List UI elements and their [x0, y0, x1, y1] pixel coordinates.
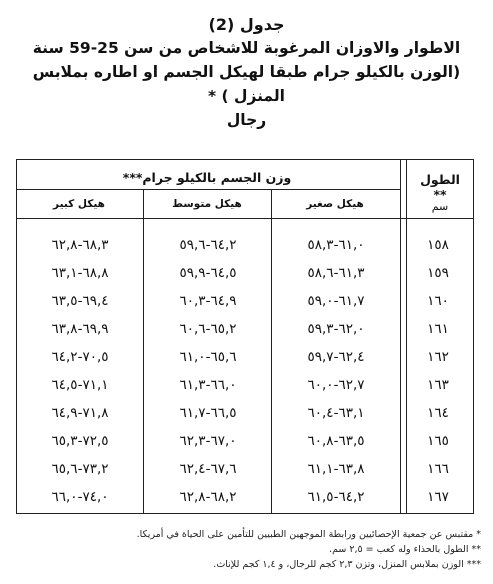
footnote: * مقتبس عن جمعية الإحصائيين ورابطة الموجهين الطبيين للتأمين على الحياة في أمريكا.: [136, 529, 481, 540]
table-number: جدول (2): [208, 15, 285, 34]
table-subtitle: رجال: [226, 111, 267, 129]
large-frame-cell: ٧١,١-٦٤,٥: [51, 377, 109, 393]
medium-frame-cell: ٦٧,٠-٦٢,٣: [179, 433, 237, 449]
small-frame-cell: ٦٤,٢-٦١,٥: [307, 489, 365, 505]
table-row: [15, 371, 473, 399]
table-row: [15, 343, 473, 371]
height-cell: ١٦١: [427, 321, 449, 337]
title-block: [0, 14, 493, 132]
weight-header: وزن الجسم بالكيلو جرام***: [122, 170, 292, 185]
medium-frame-cell: ٦٨,٢-٦٢,٨: [179, 489, 237, 505]
medium-frame-cell: ٦٦,٠-٦١,٣: [179, 377, 237, 393]
height-cell: ١٦٣: [427, 377, 449, 393]
large-frame-cell: ٦٩,٤-٦٣,٥: [51, 293, 109, 309]
height-cell: ١٥٨: [427, 237, 449, 253]
height-cell: ١٥٩: [427, 265, 449, 281]
table-row: [15, 287, 473, 315]
large-frame-cell: ٦٨,٨-٦٣,١: [51, 265, 109, 281]
footnote: *** الوزن بملابس المنزل، وتزن ٢,٣ كجم للرجال، و ١,٤ كجم للإناث.: [213, 559, 481, 570]
small-frame-cell: ٦٣,٨-٦١,١: [307, 461, 365, 477]
large-frame-cell: ٦٨,٣-٦٢,٨: [51, 237, 109, 253]
large-frame-header: هيكل كبير: [53, 198, 105, 210]
small-frame-cell: ٦٣,١-٦٠,٤: [307, 405, 365, 421]
table-row: [15, 399, 473, 427]
medium-frame-cell: ٦٤,٩-٦٠,٣: [179, 293, 237, 309]
medium-frame-cell: ٦٦,٥-٦١,٧: [179, 405, 237, 421]
table-row: [15, 455, 473, 483]
table-row: [15, 231, 473, 259]
header-bottom-rule: [17, 218, 473, 219]
medium-frame-cell: ٦٤,٥-٥٩,٩: [179, 265, 237, 281]
weights-table: [16, 159, 474, 514]
small-frame-cell: ٦٢,٧-٦٠,٠: [307, 377, 365, 393]
medium-frame-cell: ٦٤,٢-٥٩,٦: [179, 237, 237, 253]
large-frame-cell: ٧٢,٥-٦٥,٣: [51, 433, 109, 449]
medium-frame-header: هيكل متوسط: [172, 198, 242, 210]
table-row: [15, 315, 473, 343]
table-row: [15, 483, 473, 511]
header-divider: [17, 189, 401, 190]
small-frame-header: هيكل صغير: [306, 198, 364, 210]
small-frame-cell: ٦١,٧-٥٩,٠: [307, 293, 365, 309]
height-header: الطول **: [420, 172, 460, 202]
large-frame-cell: ٧٠,٥-٦٤,٢: [51, 349, 109, 365]
medium-frame-cell: ٦٥,٦-٦١,٠: [179, 349, 237, 365]
large-frame-cell: ٦٩,٩-٦٣,٨: [51, 321, 109, 337]
height-cell: ١٦٢: [427, 349, 449, 365]
height-cell: ١٦٤: [427, 405, 449, 421]
large-frame-cell: ٧٤,٠-٦٦,٠: [51, 489, 109, 505]
small-frame-cell: ٦٣,٥-٦٠,٨: [307, 433, 365, 449]
small-frame-cell: ٦١,٠-٥٨,٣: [307, 237, 365, 253]
table-row: [15, 427, 473, 455]
height-cell: ١٦٠: [427, 293, 449, 309]
small-frame-cell: ٦٢,٤-٥٩,٧: [307, 349, 365, 365]
height-unit: سم: [431, 200, 449, 213]
large-frame-cell: ٧٣,٢-٦٥,٦: [51, 461, 109, 477]
height-cell: ١٦٦: [427, 461, 449, 477]
table-row: [15, 259, 473, 287]
height-cell: ١٦٧: [427, 489, 449, 505]
height-cell: ١٦٥: [427, 433, 449, 449]
footnotes: [11, 527, 481, 572]
footnote: ** الطول بالحذاء وله كعب = ٢,٥ سم.: [329, 544, 481, 555]
medium-frame-cell: ٦٥,٢-٦٠,٦: [179, 321, 237, 337]
medium-frame-cell: ٦٧,٦-٦٢,٤: [179, 461, 237, 477]
table-title: الاطوار والاوزان المرغوبة للاشخاص من سن 25-59 سنة (الوزن بالكيلو جرام طبقا لهيكل الجسم او اطاره بملابس المنزل ) *: [32, 39, 461, 105]
small-frame-cell: ٦٢,٠-٥٩,٣: [307, 321, 365, 337]
large-frame-cell: ٧١,٨-٦٤,٩: [51, 405, 109, 421]
small-frame-cell: ٦١,٣-٥٨,٦: [307, 265, 365, 281]
